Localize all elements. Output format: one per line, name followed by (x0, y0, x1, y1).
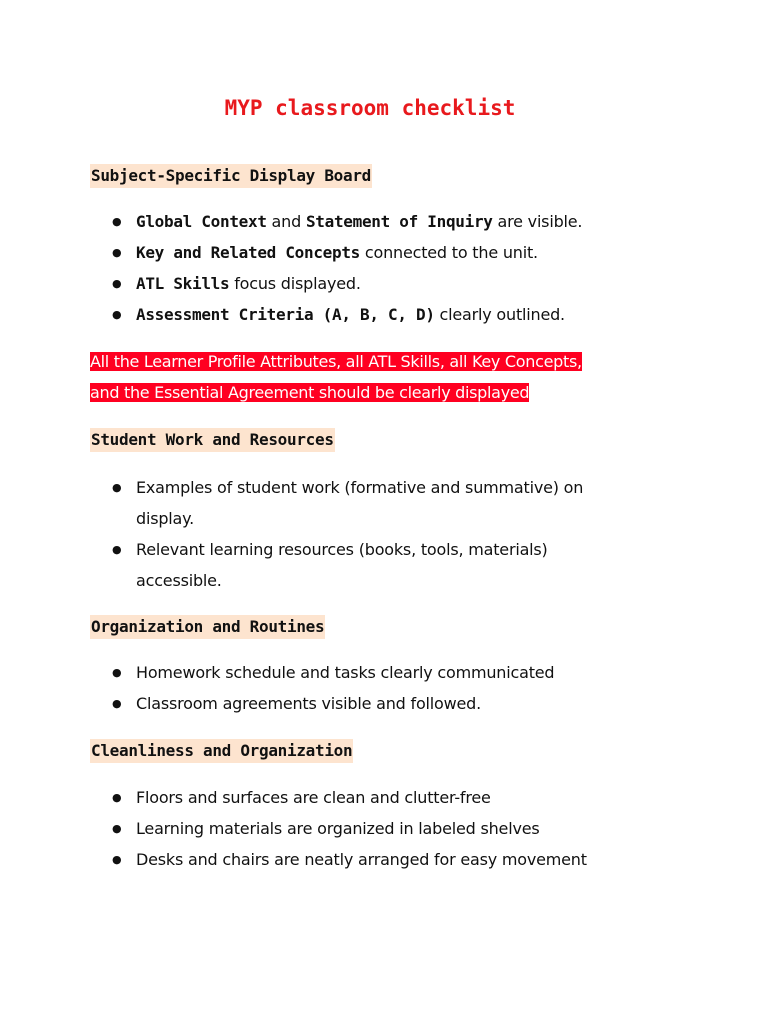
list-item: ● Key and Related Concepts connected to the unit. (110, 237, 656, 268)
cleanliness-list (110, 782, 656, 875)
list-item: ● Global Context and Statement of Inquiry are visible. (110, 206, 656, 237)
section-heading-student-work: Student Work and Resources (90, 428, 335, 452)
list-item: ● Classroom agreements visible and followed. (110, 688, 656, 719)
list-item: ● Relevant learning resources (books, tools, materials) accessible. (110, 534, 616, 596)
highlight-note-line-2: and the Essential Agreement should be clearly displayed (90, 383, 530, 402)
display-board-list (110, 206, 656, 330)
list-item: ● Desks and chairs are neatly arranged for easy movement (110, 844, 656, 875)
list-item: ● Floors and surfaces are clean and clutter-free (110, 782, 656, 813)
list-item: ● Assessment Criteria (A, B, C, D) clearly outlined. (110, 299, 656, 330)
student-work-list (110, 472, 636, 596)
section-heading-display-board: Subject-Specific Display Board (90, 164, 372, 188)
list-item: ● Examples of student work (formative and summative) on display. (110, 472, 636, 534)
list-item: ● ATL Skills focus displayed. (110, 268, 656, 299)
page-title: MYP classroom checklist (224, 96, 516, 120)
highlight-note (90, 346, 690, 408)
organization-list (110, 657, 656, 719)
section-heading-organization: Organization and Routines (90, 615, 325, 639)
section-heading-cleanliness: Cleanliness and Organization (90, 739, 353, 763)
list-item: ● Learning materials are organized in labeled shelves (110, 813, 656, 844)
list-item: ● Homework schedule and tasks clearly communicated (110, 657, 656, 688)
highlight-note-line-1: All the Learner Profile Attributes, all ATL Skills, all Key Concepts, (90, 352, 582, 371)
